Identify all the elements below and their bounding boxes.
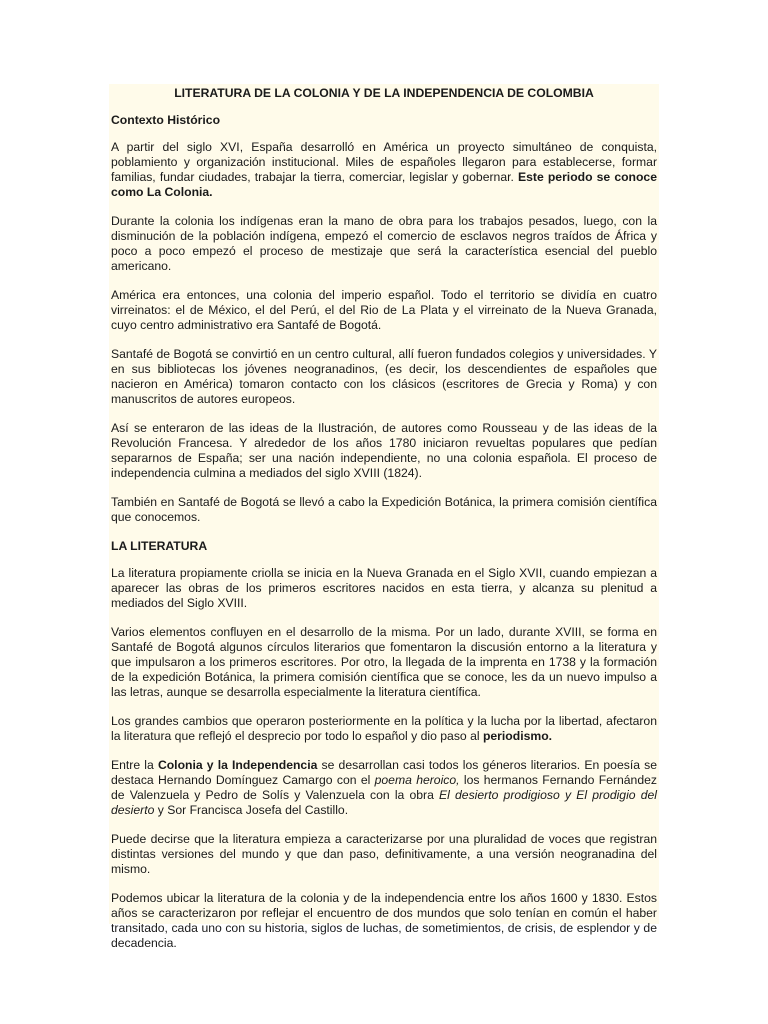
paragraph-2: Durante la colonia los indígenas eran la mano de obra para los trabajos pesados, luego, con la disminución de la población indígena, empezó el comercio de esclavos negros traídos de África y poco a poco empezó el proceso de mestizaje que será la característica esencial del pueblo americano. [111,214,657,273]
paragraph-1 [111,140,657,200]
document-title: LITERATURA DE LA COLONIA Y DE LA INDEPENDENCIA DE COLOMBIA [174,86,594,100]
paragraph-1-bold: Este periodo se conoce como La Colonia. [111,170,657,199]
paragraph-10-text-b: se desarrollan casi todos los géneros literarios. En poesía se destaca Hernando Domínguez Camargo con el [111,758,658,787]
paragraph-10-text-a: Entre la [111,758,158,772]
paragraph-10-text-d: y Sor Francisca Josefa del Castillo. [154,803,349,817]
paragraph-11: Puede decirse que la literatura empieza a caracterizarse por una pluralidad de voces que registran distintas versiones del mundo y que dan paso, definitivamente, a una versión neogranadina del mismo. [111,832,657,876]
paragraph-10-text-c: los hermanos Fernando Fernández de Valenzuela y Pedro de Solís y Valenzuela con la obra [111,773,657,802]
paragraph-12: Podemos ubicar la literatura de la colonia y de la independencia entre los años 1600 y 1830. Estos años se caracterizaron por reflejar el encuentro de dos mundos que solo tenían en común el haber transitado, cada uno con su historia, siglos de luchas, de sometimientos, de crisis, de esplendor y de decadencia. [111,891,657,950]
document-body [109,84,659,950]
paragraph-9-bold: periodismo. [482,729,553,743]
paragraph-3: América era entonces, una colonia del imperio español. Todo el territorio se dividía en cuatro virreinatos: el de México, el del Perú, el del Rio de La Plata y el virreinato de la Nueva Granada, cuyo centro administrativo era Santafé de Bogotá. [111,288,657,332]
paragraph-9 [111,714,657,744]
paragraph-10 [111,758,657,818]
paragraph-5: Así se enteraron de las ideas de la Ilustración, de autores como Rousseau y de las ideas de la Revolución Francesa. Y alrededor de los años 1780 iniciaron revueltas populares que pedían separarnos de España; ser una nación independiente, no una colonia española. El proceso de independencia culmina a mediados del siglo XVIII (1824). [111,421,657,480]
paragraph-7: La literatura propiamente criolla se inicia en la Nueva Granada en el Siglo XVII, cuando empiezan a aparecer las obras de los primeros escritores nacidos en esta tierra, y alcanza su plenitud a mediados del Siglo XVIII. [111,566,657,610]
paragraph-8: Varios elementos confluyen en el desarrollo de la misma. Por un lado, durante XVIII, se forma en Santafé de Bogotá algunos círculos literarios que fomentaron la discusión entorno a la literatura y que impulsaron a los primeros escritores. Por otro, la llegada de la imprenta en 1738 y la formación de la expedición Botánica, la primera comisión científica que se conoce, les da un nuevo impulso a las letras, aunque se desarrolla especialmente la literatura científica. [111,625,657,699]
paragraph-10-italic-2: El desierto prodigioso y El prodigio del desierto [111,788,657,817]
paragraph-9-text: Los grandes cambios que operaron posteriormente en la política y la lucha por la libertad, afectaron la literatura que reflejó el desprecio por todo lo español y dio paso al [111,714,657,743]
paragraph-4: Santafé de Bogotá se convirtió en un centro cultural, allí fueron fundados colegios y universidades. Y en sus bibliotecas los jóvenes neogranadinos, (es decir, los descendientes de españoles que nacieron en América) tomaron contacto con los clásicos (escritores de Grecia y Roma) y con manuscritos de autores europeos. [111,347,657,406]
section-heading-contexto: Contexto Histórico [111,113,221,127]
paragraph-1-text: A partir del siglo XVI, España desarrolló en América un proyecto simultáneo de conquista, poblamiento y organización institucional. Miles de españoles llegaron para establecerse, formar familias, fundar ciudades, trabajar la tierra, comerciar, legislar y gobernar. [111,140,657,184]
paragraph-10-bold: Colonia y la Independencia [157,758,318,772]
paragraph-6: También en Santafé de Bogotá se llevó a cabo la Expedición Botánica, la primera comisión científica que conocemos. [111,495,657,524]
section-heading-literatura: LA LITERATURA [111,539,208,553]
paragraph-10-italic-1: poema heroico, [374,773,460,787]
